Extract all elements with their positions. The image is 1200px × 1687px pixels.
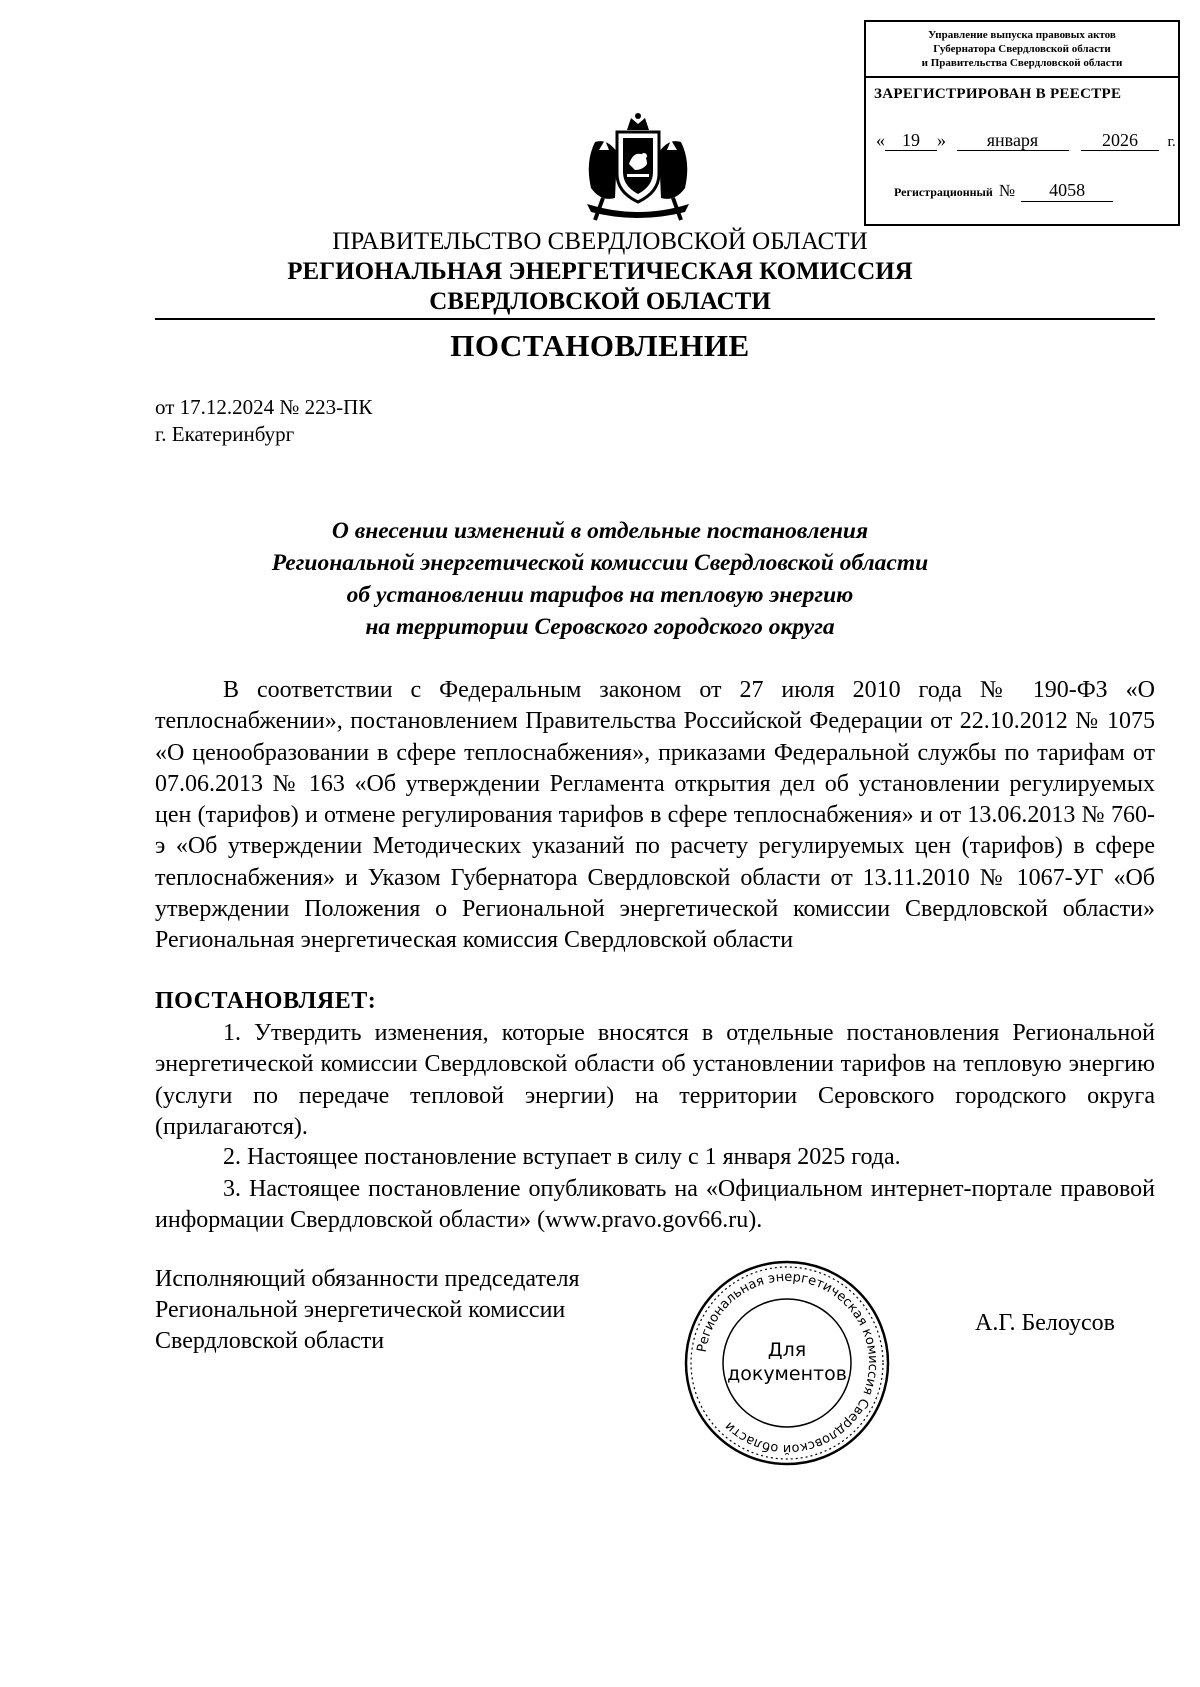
registration-office-line: Губернатора Свердловской области [933,43,1111,55]
seal-center-line2: документов [727,1363,847,1385]
subject-line: Региональной энергетической комиссии Свердловской области [271,550,929,576]
signatory-position [155,1264,580,1357]
registration-number [894,180,1174,202]
registration-day: 19 [885,130,937,151]
signatory-position-line: Региональной энергетической комиссии [155,1297,566,1323]
subject-line: об установлении тарифов на тепловую энергию [346,582,854,608]
document-date-number: от 17.12.2024 № 223-ПК [155,395,373,419]
preamble-paragraph: В соответствии с Федеральным законом от 27 июля 2010 года № 190-ФЗ «О теплоснабжении», постановлением Правительства Российской Федерации от 22.10.2012 № 1075 «О ценообразовании в сфере теплоснабжения», приказами Федеральной службы по тарифам от 07.06.2013 № 163 «Об утверждении Регламента открытия дел об установлении регулируемых цен (тарифов) и отмене регулирования тарифов в сфере теплоснабжения» и от 13.06.2013 № 760-э «Об утверждении Методических указаний по расчету регулируемых цен (тарифов) в сфере теплоснабжения» и Указом Губернатора Свердловской области от 13.11.2010 № 1067-УГ «Об утверждении Положения о Региональной энергетической комиссии Свердловской области» Региональная энергетическая комиссия Свердловской области [155,677,1155,954]
signatory-position-line: Исполняющий обязанности председателя [155,1266,580,1292]
document-city: г. Екатеринбург [155,422,295,446]
registration-number-value: 4058 [1021,180,1113,202]
official-seal [682,1258,892,1468]
registration-year-suffix: г. [1167,134,1176,150]
seal-center-line1: Для [767,1339,807,1361]
registration-month: января [957,130,1069,151]
item-1-paragraph: 1. Утвердить изменения, которые вносятся в отдельные постановления Региональной энергетической комиссии Свердловской области об установлении тарифов на тепловую энергию (услуги по передаче тепловой энергии) на территории Серовского городского округа (прилагаются). [155,1020,1155,1140]
registration-status: ЗАРЕГИСТРИРОВАН В РЕЕСТРЕ [874,86,1122,102]
government-name: ПРАВИТЕЛЬСТВО СВЕРДЛОВСКОЙ ОБЛАСТИ [332,228,868,255]
registration-stamp [864,20,1180,226]
seal-ring-text: Региональная энергетическая комиссия Свердловской области [694,1269,881,1457]
subject-line: О внесении изменений в отдельные постановления [331,518,869,544]
registration-number-label: Регистрационный [894,185,993,199]
registration-office [866,22,1178,78]
registration-number-sign: № [998,181,1016,200]
item-2-paragraph: 2. Настоящее постановление вступает в силу с 1 января 2025 года. [223,1144,901,1170]
header-divider [155,318,1155,320]
registration-year: 2026 [1081,130,1159,151]
commission-name-line1: РЕГИОНАЛЬНАЯ ЭНЕРГЕТИЧЕСКАЯ КОМИССИЯ [287,258,913,285]
signatory-name: А.Г. Белоусов [975,1310,1115,1336]
subject-line: на территории Серовского городского округа [365,614,835,640]
signatory-position-line: Свердловской области [155,1328,385,1354]
registration-office-line: Управление выпуска правовых актов [928,29,1116,41]
commission-name-line2: СВЕРДЛОВСКОЙ ОБЛАСТИ [429,288,771,315]
resolves-heading: ПОСТАНОВЛЯЕТ: [155,988,377,1014]
document-type-title: ПОСТАНОВЛЕНИЕ [450,328,750,363]
item-3-paragraph: 3. Настоящее постановление опубликовать на «Официальном интернет-портале правовой информации Свердловской области» (www.pravo.gov66.ru). [155,1176,1155,1234]
registration-date [876,130,1176,151]
registration-date-close-quote: » [937,130,946,150]
coat-of-arms-icon [575,112,701,222]
registration-office-line: и Правительства Свердловской области [921,57,1123,69]
registration-date-open-quote: « [876,130,885,150]
